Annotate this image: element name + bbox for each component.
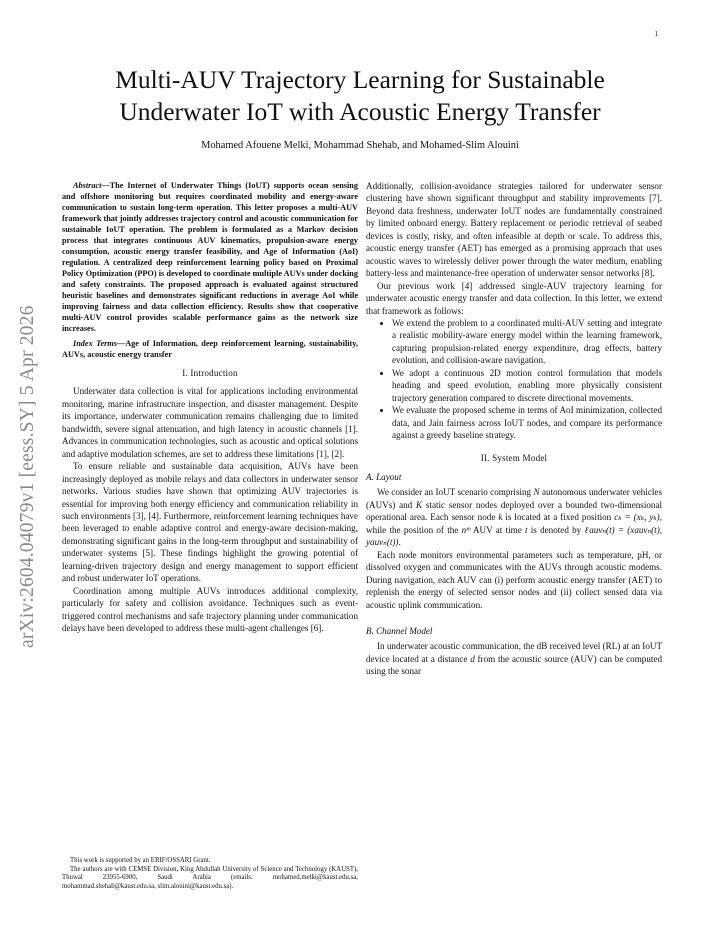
contribution-item: • We extend the problem to a coordinated multi-AUV setting and integrate a realistic mobility-aware energy model within the learning framework, capturing propulsion-related energy expenditure, drag effects, battery evolution, and collision-aware navigation. — [392, 317, 662, 367]
layout-paragraph: Each node monitors environmental parameters such as temperature, pH, or dissolved oxygen and communicates with the AUVs through acoustic modems. During navigation, each AUV can (i) perform acoustic energy transfer (AET) to replenish the energy of selected sensor nodes and (ii) collect sensed data via acoustic uplink communication. — [366, 549, 662, 610]
contribution-item: • We evaluate the proposed scheme in terms of AoI minimization, collected data, and Jain fairness across IoUT nodes, and compare its performance against a greedy baseline strategy. — [392, 404, 662, 441]
subsection-heading-channel-model: B. Channel Model — [366, 625, 433, 636]
intro-paragraph: Coordination among multiple AUVs introduces additional complexity, particularly for safety and collision avoidance. Techniques such as event-triggered control mechanisms and safe trajectory planning under communication delays have been developed to address these multi-agent challenges [6]. — [62, 585, 358, 634]
body-paragraph: Our previous work [4] addressed single-AUV trajectory learning for underwater acoustic energy transfer and data collection. In this letter, we extend that framework as follows: — [366, 280, 662, 316]
arxiv-identifier: arXiv:2604.04079v1 [eess.SY] 5 Apr 2026 — [17, 305, 38, 648]
intro-paragraph: To ensure reliable and sustainable data acquisition, AUVs have been increasingly deployed as mobile relays and data collectors in underwater sensor networks. Various studies have shown that optimizing AUV trajectories is essential for improving both energy efficiency and communication reliability in such environments [3], [4]. Furthermore, reinforcement learning techniques have been leveraged to enable adaptive control and energy-aware decision-making, demonstrating significant gains in the long-term throughput and sustainability of underwater systems [5]. These findings highlight the growing potential of learning-driven trajectory design and energy management to support efficient and robust underwater IoT operations. — [62, 461, 358, 584]
channel-paragraph: In underwater acoustic communication, the dB received level (RL) at an IoUT device located at a distance d from the acoustic source (AUV) can be computed using the sonar — [366, 641, 662, 677]
abstract — [62, 180, 358, 334]
index-terms — [62, 338, 358, 360]
left-column — [62, 180, 358, 635]
right-column — [366, 180, 662, 678]
title-line-2: Underwater IoT with Acoustic Energy Transfer — [119, 97, 601, 126]
contribution-item: • We adopt a continuous 2D motion control formulation that models heading and speed evolution, enabling more physically consistent trajectory generation compared to discrete directional movements. — [392, 367, 662, 404]
body-paragraph: Additionally, collision-avoidance strategies tailored for underwater sensor clustering have shown significant throughput and stability improvements [7]. Beyond data freshness, underwater IoUT nodes are fundamentally constrained by limited onboard energy. Battery replacement or periodic retrieval of seabed devices is costly, risky, and often infeasible at depth or scale. To address this, acoustic energy transfer (AET) has emerged as a promising approach that uses acoustic waves to wirelessly deliver power through the water medium, enabling battery-less and maintenance-free operation of underwater sensor networks [8]. — [366, 181, 662, 279]
footnote-funding: This work is supported by an ERIF/OSSARI Grant. — [70, 857, 211, 864]
abstract-text: —The Internet of Underwater Things (IoUT) supports ocean sensing and offshore monitoring but requires coordinated mobility and energy-aware communication to sustain long-term operation. This letter proposes a multi-AUV framework that jointly addresses trajectory control and acoustic communication for sustainable IoUT operation. The problem is formulated as a Markov decision process that integrates continuous AUV kinematics, propulsion-aware energy consumption, acoustic energy transfer feasibility, and Age of Information (AoI) regulation. A centralized deep reinforcement learning policy based on Proximal Policy Optimization (PPO) is developed to coordinate multiple AUVs under docking and safety constraints. The proposed approach is evaluated against structured heuristic baselines and demonstrates significant reductions in average AoI while improving fairness and data collection efficiency. Results show that cooperative multi-AUV control provides scalable performance gains as the network size increases. — [62, 181, 358, 333]
abstract-label: Abstract — [73, 181, 102, 190]
footnotes — [62, 857, 358, 891]
subsection-heading-layout: A. Layout — [366, 471, 402, 482]
intro-paragraph: Underwater data collection is vital for applications including environmental monitoring, marine infrastructure inspection, and disaster management. Despite its importance, underwater communication remains challenging due to limited bandwidth, severe signal attenuation, and high latency in acoustic channels [1]. Advances in communication technologies, such as acoustic and optical solutions and adaptive modulation schemes, are set to address these limitations [1], [2]. — [62, 386, 358, 459]
index-terms-label: Index Terms — [73, 339, 117, 348]
section-heading-introduction: I. Introduction — [182, 368, 238, 378]
author-list: Mohamed Afouene Melki, Mohammad Shehab, and Mohamed-Slim Alouini — [201, 140, 519, 151]
layout-paragraph: We consider an IoUT scenario comprising N autonomous underwater vehicles (AUVs) and K static sensor nodes deployed over a bounded two-dimensional operational area. Each sensor node k is located at a fixed position cₖ = (xₖ, yₖ), while the position of the nᵗʰ AUV at time t is denoted by ℓauvₙ(t) = (xauvₙ(t), yauvₙ(t)). — [366, 487, 663, 548]
index-terms-text: —Age of Information, deep reinforcement learning, sustainability, AUVs, acoustic energy transfer — [62, 339, 359, 359]
footnote-affiliation: The authors are with CEMSE Division, King Abdullah University of Science and Technology (KAUST), Thuwal 23955-6900, Saudi Arabia (emails: mohamed.melki@kaust.edu.sa, mohammad.shehab@kaust.edu.sa, slim.alouini@kaust.edu.sa). — [62, 865, 358, 890]
section-heading-system-model: II. System Model — [480, 452, 548, 463]
page-number: 1 — [654, 30, 658, 38]
contribution-list — [366, 317, 662, 442]
paper-title — [60, 64, 660, 128]
title-line-1: Multi-AUV Trajectory Learning for Sustainable — [115, 65, 605, 94]
